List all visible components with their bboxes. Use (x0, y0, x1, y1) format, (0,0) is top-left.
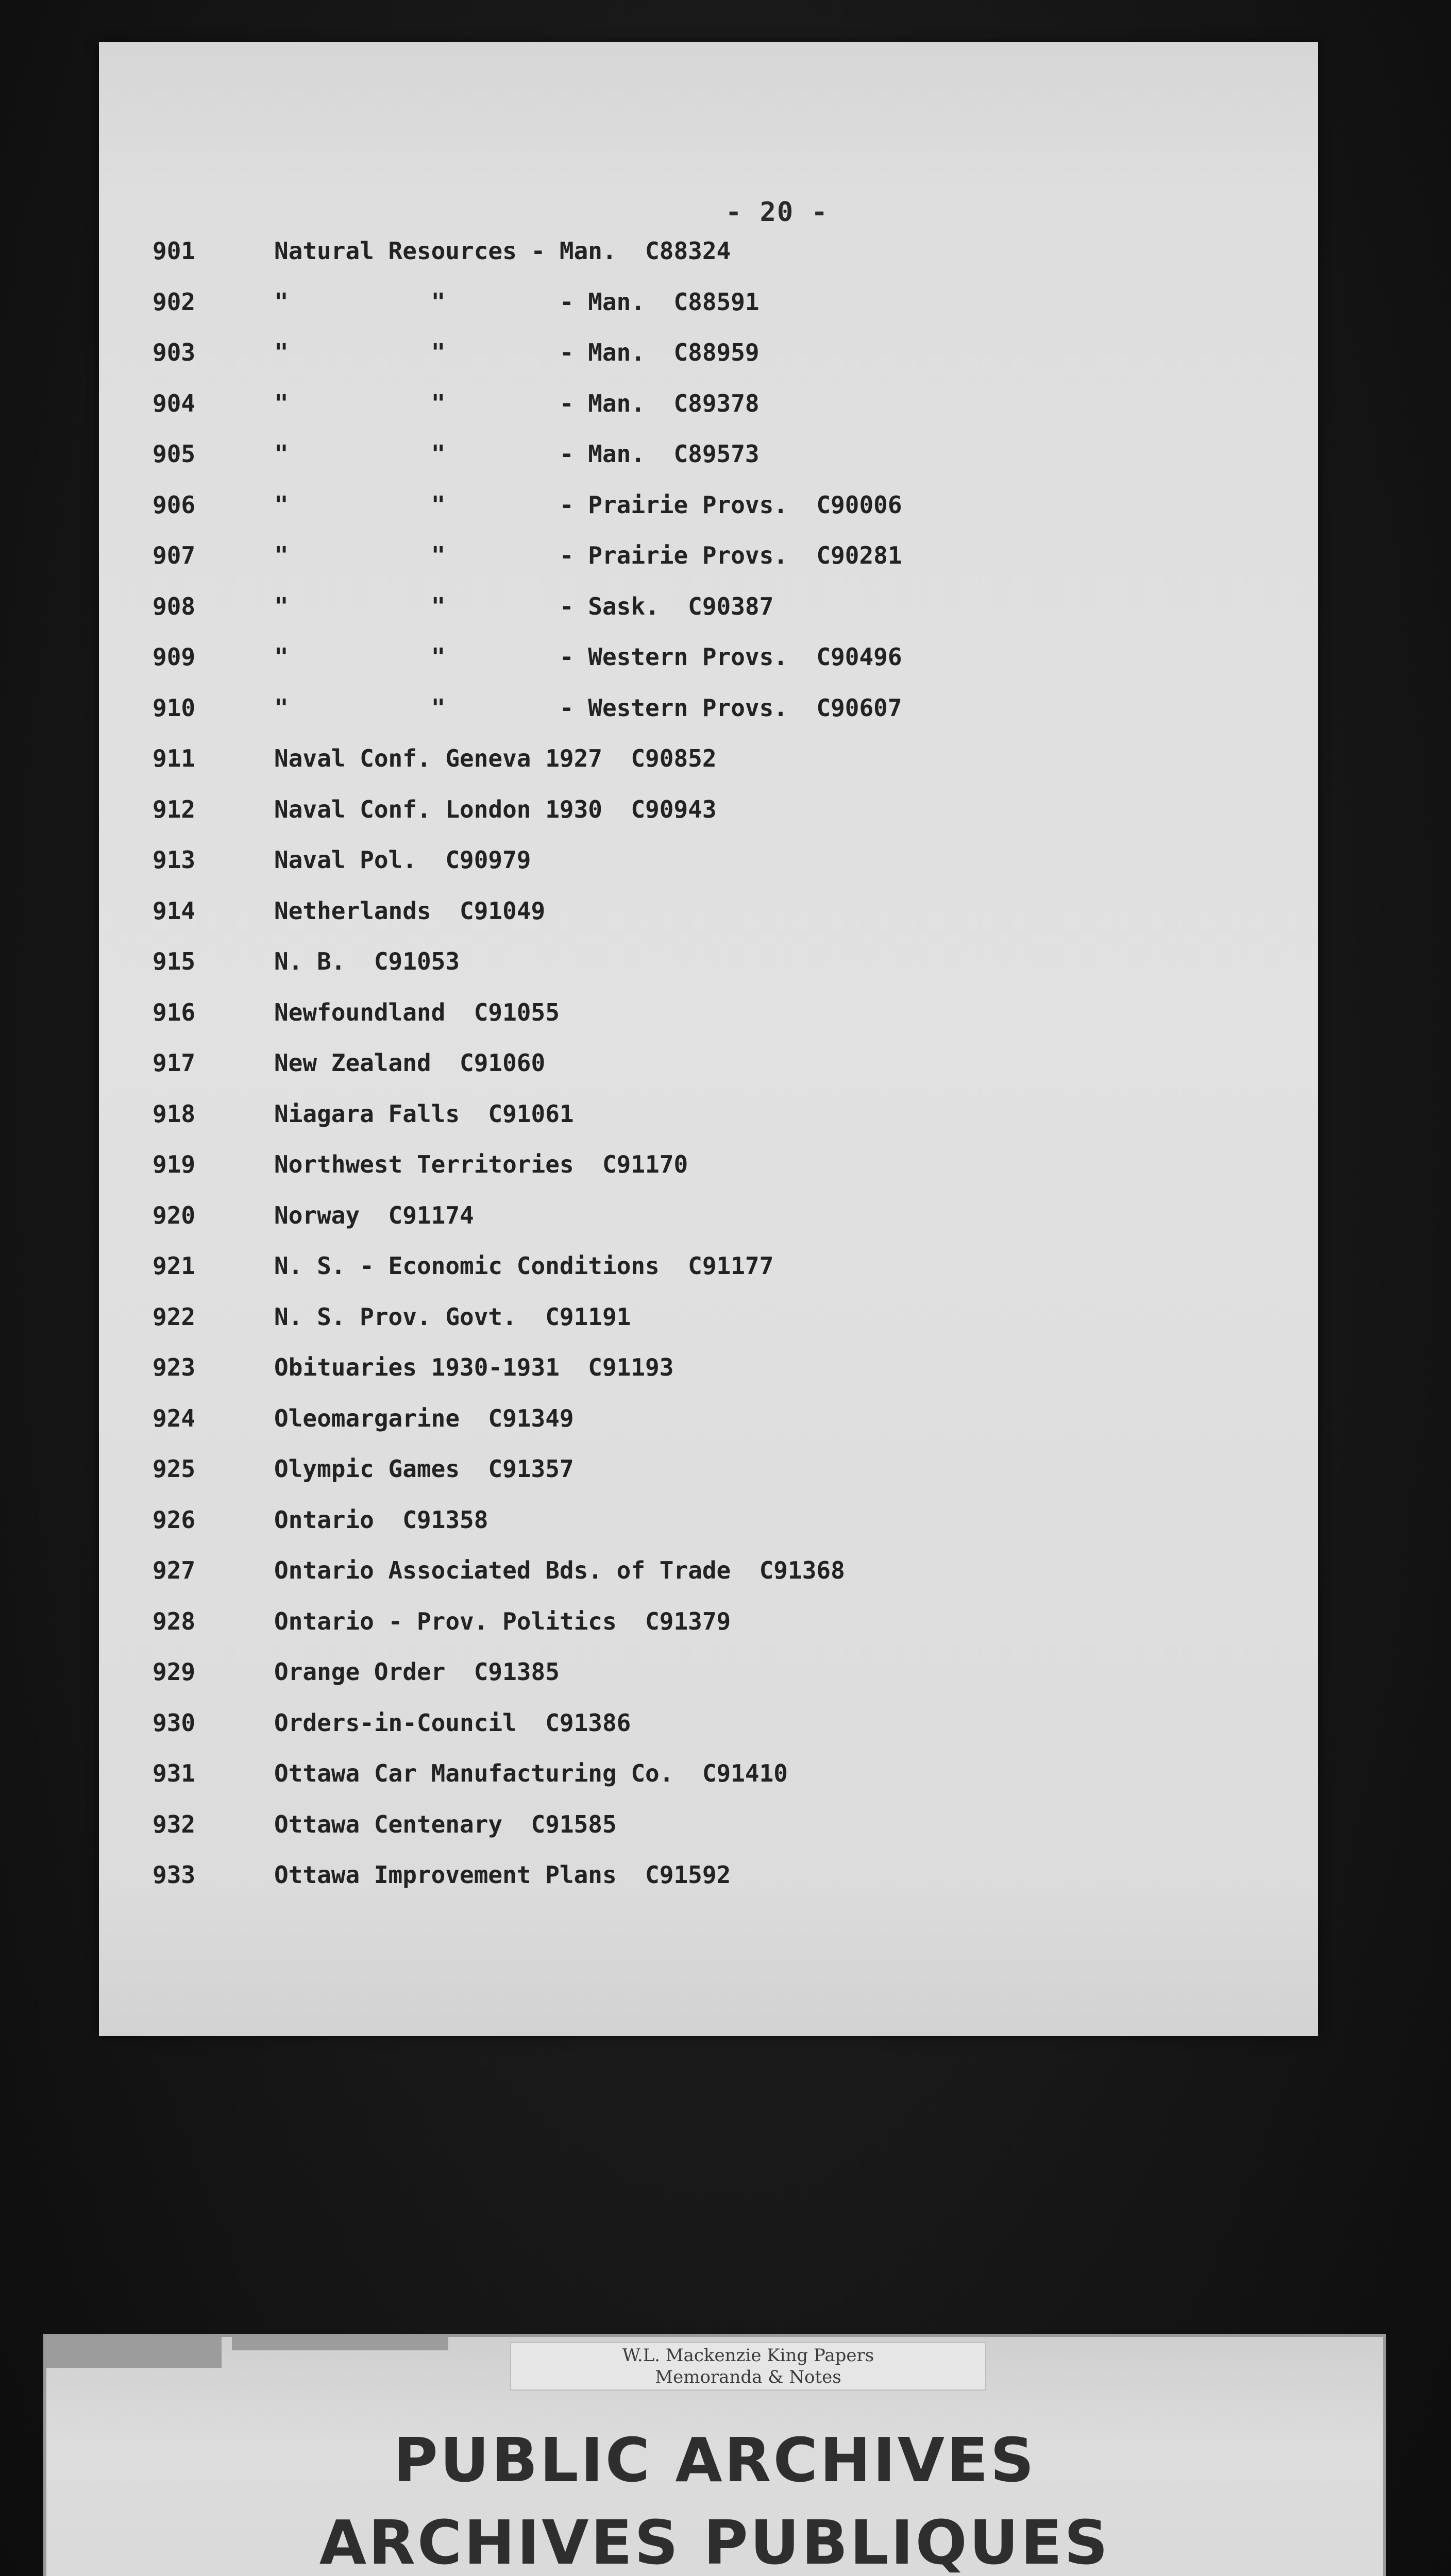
entry-number: 927 (153, 1556, 196, 1584)
index-entry (99, 389, 1318, 440)
entry-number: 901 (153, 237, 196, 265)
index-entry (99, 1404, 1318, 1455)
index-entry (99, 694, 1318, 744)
index-entry (99, 1252, 1318, 1302)
entry-number: 923 (153, 1353, 196, 1381)
entry-number: 906 (153, 490, 196, 519)
entry-number: 928 (153, 1607, 196, 1635)
entry-text: New Zealand C91060 (274, 1049, 546, 1077)
archive-name-english: PUBLIC ARCHIVES (393, 2425, 1036, 2496)
collection-title: W.L. Mackenzie King Papers (622, 2345, 874, 2366)
entry-number: 918 (153, 1099, 196, 1128)
entry-text: " " - Man. C88591 (274, 287, 760, 316)
index-entry (99, 1810, 1318, 1861)
entry-text: " " - Western Provs. C90607 (274, 693, 902, 722)
index-entry (99, 998, 1318, 1049)
index-entry (99, 541, 1318, 592)
index-entry (99, 440, 1318, 490)
archive-name-french: ARCHIVES PUBLIQUES (319, 2507, 1110, 2576)
entry-text: Naval Pol. C90979 (274, 846, 531, 874)
index-entry (99, 1861, 1318, 1911)
index-entry (99, 846, 1318, 896)
index-entry (99, 947, 1318, 998)
index-entry (99, 1303, 1318, 1353)
entry-number: 929 (153, 1658, 196, 1686)
index-entry (99, 1709, 1318, 1759)
index-entry (99, 288, 1318, 338)
index-entry (99, 1455, 1318, 1505)
entry-number: 917 (153, 1049, 196, 1077)
entry-text: Ontario C91358 (274, 1505, 488, 1534)
index-entry (99, 1658, 1318, 1708)
entry-text: Oleomargarine C91349 (274, 1404, 574, 1432)
index-entry (99, 795, 1318, 846)
index-entry (99, 592, 1318, 643)
index-entry (99, 1556, 1318, 1607)
entry-number: 920 (153, 1201, 196, 1229)
entry-text: Norway C91174 (274, 1201, 474, 1229)
entry-number: 911 (153, 744, 196, 772)
collection-subtitle: Memoranda & Notes (655, 2367, 841, 2387)
index-entry (99, 1353, 1318, 1404)
entry-text: Naval Conf. London 1930 C90943 (274, 795, 717, 823)
entry-number: 914 (153, 896, 196, 925)
entry-number: 909 (153, 643, 196, 671)
entry-number: 910 (153, 693, 196, 722)
entry-text: Ottawa Centenary C91585 (274, 1810, 617, 1838)
entry-text: N. S. Prov. Govt. C91191 (274, 1302, 631, 1331)
index-entry (99, 1759, 1318, 1810)
entry-text: Orange Order C91385 (274, 1658, 560, 1686)
entry-number: 919 (153, 1150, 196, 1178)
entry-number: 907 (153, 541, 196, 569)
entry-text: Olympic Games C91357 (274, 1455, 574, 1483)
entry-number: 932 (153, 1810, 196, 1838)
index-entry (99, 338, 1318, 389)
entry-number: 905 (153, 440, 196, 468)
entry-text: " " - Prairie Provs. C90281 (274, 541, 902, 569)
index-entry (99, 643, 1318, 693)
entry-number: 931 (153, 1759, 196, 1787)
entry-number: 916 (153, 998, 196, 1026)
entry-text: Orders-in-Council C91386 (274, 1708, 631, 1737)
entry-text: Ontario Associated Bds. of Trade C91368 (274, 1556, 845, 1584)
entry-number: 926 (153, 1505, 196, 1534)
entry-number: 902 (153, 287, 196, 316)
entry-number: 908 (153, 592, 196, 620)
entry-number: 903 (153, 338, 196, 366)
index-entry (99, 744, 1318, 795)
torn-edge (232, 2337, 448, 2350)
entry-text: " " - Man. C89378 (274, 389, 760, 417)
index-entry (99, 897, 1318, 947)
entry-text: Ontario - Prov. Politics C91379 (274, 1607, 731, 1635)
index-entry (99, 1201, 1318, 1252)
entry-number: 915 (153, 947, 196, 975)
entry-number: 913 (153, 846, 196, 874)
entry-text: Ottawa Car Manufacturing Co. C91410 (274, 1759, 788, 1787)
index-entry (99, 1506, 1318, 1556)
page-number: - 20 - (726, 197, 829, 228)
torn-edge (46, 2337, 222, 2368)
archive-label-card (43, 2334, 1386, 2576)
entry-number: 933 (153, 1861, 196, 1889)
entry-text: " " - Man. C88959 (274, 338, 760, 366)
collection-label-strip (510, 2342, 986, 2391)
entry-text: Natural Resources - Man. C88324 (274, 237, 731, 265)
entry-number: 930 (153, 1708, 196, 1737)
entry-number: 925 (153, 1455, 196, 1483)
entry-text: Niagara Falls C91061 (274, 1099, 574, 1128)
entry-text: " " - Sask. C90387 (274, 592, 774, 620)
entry-text: Obituaries 1930-1931 C91193 (274, 1353, 674, 1381)
entry-text: " " - Western Provs. C90496 (274, 643, 902, 671)
entry-text: Newfoundland C91055 (274, 998, 560, 1026)
index-entry (99, 237, 1318, 287)
entry-text: Netherlands C91049 (274, 896, 546, 925)
entry-text: Ottawa Improvement Plans C91592 (274, 1861, 731, 1889)
typed-index-page (99, 42, 1318, 2036)
entry-number: 912 (153, 795, 196, 823)
index-entry (99, 491, 1318, 541)
entry-text: N. S. - Economic Conditions C91177 (274, 1252, 774, 1280)
entry-text: " " - Prairie Provs. C90006 (274, 490, 902, 519)
entry-text: " " - Man. C89573 (274, 440, 760, 468)
index-entry (99, 1049, 1318, 1099)
entry-number: 921 (153, 1252, 196, 1280)
entry-text: N. B. C91053 (274, 947, 460, 975)
entry-number: 924 (153, 1404, 196, 1432)
entry-text: Naval Conf. Geneva 1927 C90852 (274, 744, 717, 772)
index-entry (99, 1100, 1318, 1150)
entry-number: 904 (153, 389, 196, 417)
entry-text: Northwest Territories C91170 (274, 1150, 688, 1178)
entry-number: 922 (153, 1302, 196, 1331)
index-entry (99, 1607, 1318, 1658)
index-entry (99, 1150, 1318, 1201)
